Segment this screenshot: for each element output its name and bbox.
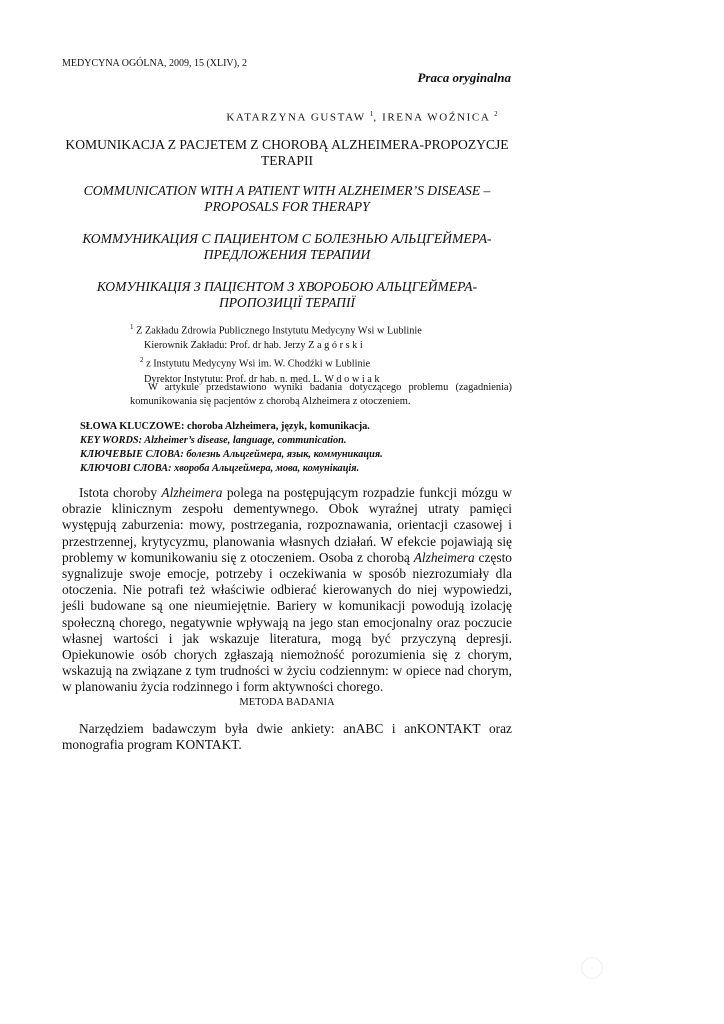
affiliation-2-head: Dyrektor Instytutu: Prof. dr hab. n. med. L. W d o w i a k: [144, 373, 380, 385]
body-paragraph-1: [62, 485, 512, 696]
section-heading-method: METODA BADANIA: [239, 697, 335, 708]
journal-citation: MEDYCYNA OGÓLNA, 2009, 15 (XLIV), 2: [62, 58, 247, 69]
title-polish: KOMUNIKACJA Z PACJETEM Z CHOROBĄ ALZHEIMERA-PROPOZYCJE TERAPII: [65, 137, 509, 168]
keywords-polish: SŁOWA KLUCZOWE: choroba Alzheimera, język, komunikacja.: [80, 421, 370, 432]
p1-text-c: często sygnalizuje swoje emocje, potrzeby i oczekiwania w sposób niezrozumiały dla otoczenia. Nie potrafi też właściwie odbierać kierowanych do niej wypowiedzi, jeśli budowane są one nieumiejętnie. Bariery w komunikacji powodują izolację społeczną chorego, negatywnie wpływają na jego stan emocjonalny oraz poczucie własnej wartości i jak wskazuje literatura, mogą być przyczyną depresji. Opiekunowie osób chorych zgłaszają niemożność porozumienia się z chorym, wskazują na związane z tym trudności w życiu codziennym: w opiece nad chorym, w planowaniu życia rodzinnego i form aktywności chorego.: [62, 549, 512, 695]
p2-text: Narzędziem badawczym była dwie ankiety: anABC i anKONTAKT oraz monografia program KONTAKT.: [62, 721, 512, 753]
author-1: KATARZYNA GUSTAW: [226, 111, 366, 124]
author-2: IRENA WOŹNICA: [382, 111, 490, 124]
author-2-affiliation: 2: [494, 110, 498, 118]
p1-text-b: polega na postępującym rozpadzie funkcji mózgu w obrazie klinicznym zespołu dementywnego. Obok wyraźnej utraty pamięci występują zaburzenia: mowy, postrzegania, rozpoznawania, orientacji czasowej i przestrzennej, krytycyzmu, planowania własnych działań. W efekcie pojawiają się problemy w komunikowaniu się z otoczeniem. Osoba z chorobą: [62, 485, 512, 565]
p1-italic-b: Alzheimera: [413, 549, 475, 565]
article-type: Praca oryginalna: [417, 70, 511, 85]
body-paragraph-2: [62, 721, 512, 753]
affiliation-2-text: z Instytutu Medycyny Wsi im. W. Chodźki w Lublinie: [143, 358, 371, 370]
keywords-russian: КЛЮЧЕВЫЕ СЛОВА: болезнь Альцгеймера, язык, коммуникация.: [80, 449, 383, 460]
p1-text-a: Istota choroby: [79, 485, 162, 500]
p1-italic-a: Alzheimera: [161, 485, 223, 500]
affiliation-1-text: Z Zakładu Zdrowia Publicznego Instytutu Medycyny Wsi w Lublinie: [133, 325, 422, 337]
keywords-ukrainian: КЛЮЧОВІ СЛОВА: хвороба Альцгеймера, мова, комунікація.: [80, 463, 360, 474]
keywords-english: KEY WORDS: Alzheimer’s disease, language, communication.: [80, 435, 347, 446]
page-corner-mark-icon: [581, 957, 603, 979]
affiliation-1-head: Kierownik Zakładu: Prof. dr hab. Jerzy Z a g ó r s k i: [144, 340, 363, 352]
keywords-block: [80, 420, 383, 476]
affiliation-2-mark: 2: [140, 356, 144, 365]
affiliation-2: [130, 353, 490, 371]
affiliation-1-mark: 1: [130, 323, 134, 331]
title-russian: КОММУНИКАЦИЯ С ПАЦИЕНТОМ С БОЛЕЗНЬЮ АЛЬЦГЕЙМЕРА-ПРЕДЛОЖЕНИЯ ТЕРАПИИ: [82, 231, 492, 262]
authors-line: [0, 110, 724, 124]
affiliations: [130, 320, 490, 387]
title-english: COMMUNICATION WITH A PATIENT WITH ALZHEIMER’S DISEASE – PROPOSALS FOR THERAPY: [83, 183, 491, 214]
author-separator: ,: [373, 111, 383, 124]
affiliation-1: [130, 320, 490, 338]
author-1-affiliation: 1: [369, 110, 374, 118]
title-ukrainian: КОМУНІКАЦІЯ З ПАЦІЄНТОМ З ХВОРОБОЮ АЛЬЦГЕЙМЕРА-ПРОПОЗИЦІЇ ТЕРАПІЇ: [96, 279, 478, 310]
abstract: W artykule przedstawiono wyniki badania dotyczącego problemu (zagadnienia) komunikowania się pacjentów z chorobą Alzheimera z otoczeniem.: [130, 382, 512, 407]
